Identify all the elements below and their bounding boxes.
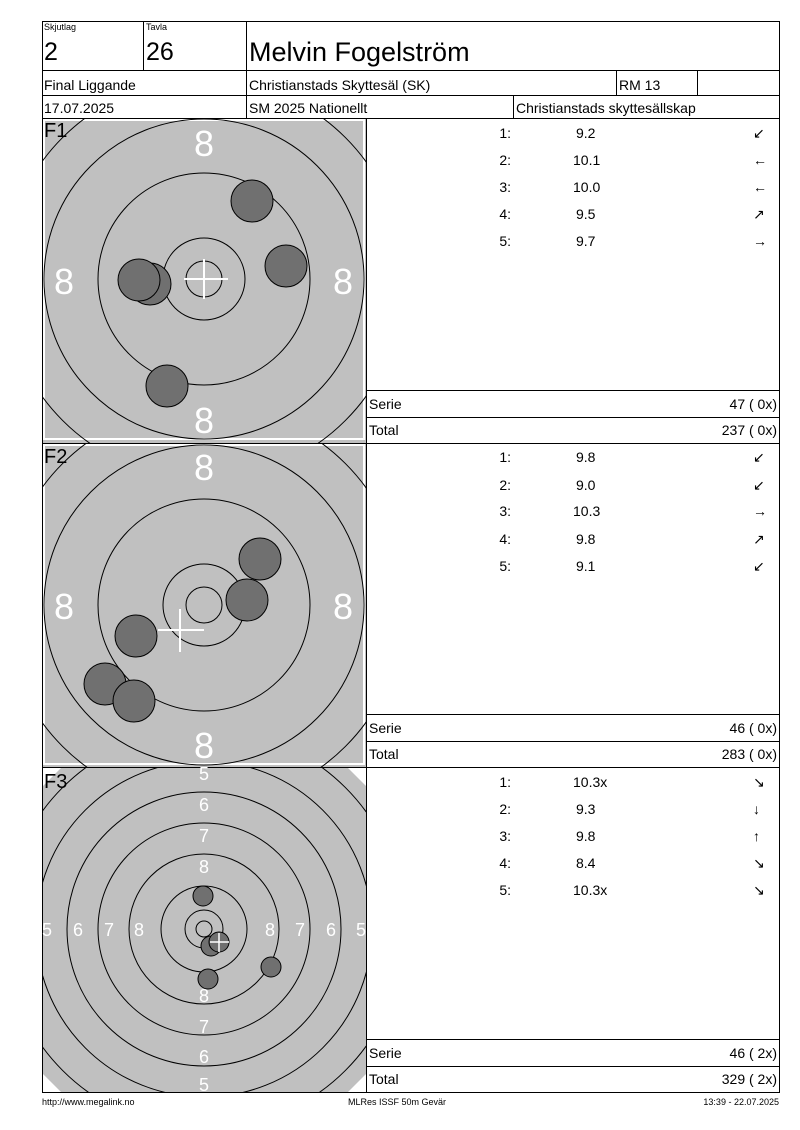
event-name: Final Liggande xyxy=(44,77,136,93)
serie-label: Serie xyxy=(369,396,402,412)
serie-label: Serie xyxy=(369,720,402,736)
direction-arrow-icon: ↘ xyxy=(753,855,765,871)
footer-timestamp: 13:39 - 22.07.2025 xyxy=(703,1097,779,1107)
ring-number: 6 xyxy=(325,920,337,940)
direction-arrow-icon: ↘ xyxy=(753,774,765,790)
organizer-name: Christianstads skyttesällskap xyxy=(516,100,696,116)
ring-number: 8 xyxy=(133,920,145,940)
rank-field: RM 13 xyxy=(619,77,661,93)
total-label: Total xyxy=(369,1071,399,1087)
ring-number: 6 xyxy=(72,920,84,940)
footer-software: MLRes ISSF 50m Gevär xyxy=(348,1097,447,1107)
direction-arrow-icon: ↙ xyxy=(753,449,765,465)
tavla-value: 26 xyxy=(146,38,174,66)
direction-arrow-icon: ↗ xyxy=(753,531,765,547)
ring-number: 5 xyxy=(355,920,367,940)
direction-arrow-icon: ↗ xyxy=(753,206,765,222)
ring-number: 7 xyxy=(198,826,210,846)
direction-arrow-icon: ↙ xyxy=(753,125,765,141)
competition-name: SM 2025 Nationellt xyxy=(249,100,368,116)
shooter-name: Melvin Fogelström xyxy=(249,37,470,67)
direction-arrow-icon: ↓ xyxy=(753,801,760,817)
direction-arrow-icon: → xyxy=(753,503,767,519)
direction-arrow-icon: ← xyxy=(753,152,767,168)
target-f3 xyxy=(41,764,367,1095)
ring-number: 7 xyxy=(198,1017,210,1037)
serie-label: Serie xyxy=(369,1045,402,1061)
ring-number: 6 xyxy=(198,795,210,815)
footer-link[interactable]: http://www.megalink.no xyxy=(42,1097,135,1107)
club-name: Christianstads Skyttesäl (SK) xyxy=(249,77,431,93)
ring-number: 8 xyxy=(53,586,75,627)
direction-arrow-icon: → xyxy=(753,233,767,249)
total-value: 329 ( 2x) xyxy=(721,1071,777,1087)
series-label-f2: F2 xyxy=(44,446,68,468)
ring-number: 8 xyxy=(264,920,276,940)
serie-value: 47 ( 0x) xyxy=(729,396,777,412)
ring-number: 8 xyxy=(193,447,215,488)
direction-arrow-icon: ← xyxy=(753,179,767,195)
ring-number: 6 xyxy=(198,1047,210,1067)
target-f2 xyxy=(43,444,366,767)
serie-value: 46 ( 0x) xyxy=(729,720,777,736)
direction-arrow-icon: ↑ xyxy=(753,828,760,844)
direction-arrow-icon: ↘ xyxy=(753,882,765,898)
ring-number: 5 xyxy=(198,1075,210,1095)
serie-value: 46 ( 2x) xyxy=(729,1045,777,1061)
date-field: 17.07.2025 xyxy=(44,100,115,116)
ring-number: 8 xyxy=(332,261,354,302)
ring-number: 8 xyxy=(53,261,75,302)
ring-number: 8 xyxy=(198,986,210,1006)
skjutlag-label: Skjutlag xyxy=(44,22,77,32)
ring-number: 7 xyxy=(103,920,115,940)
ring-number: 8 xyxy=(198,857,210,877)
total-value: 237 ( 0x) xyxy=(721,422,777,438)
total-label: Total xyxy=(369,746,399,762)
ring-number: 8 xyxy=(332,586,354,627)
ring-number: 8 xyxy=(193,400,215,441)
direction-arrow-icon: ↙ xyxy=(753,558,765,574)
tavla-label: Tavla xyxy=(146,22,168,32)
target-f1 xyxy=(43,119,366,443)
series-label-f3: F3 xyxy=(44,771,68,793)
ring-number: 8 xyxy=(193,725,215,766)
series-label-f1: F1 xyxy=(44,120,68,142)
skjutlag-value: 2 xyxy=(44,38,58,66)
total-label: Total xyxy=(369,422,399,438)
ring-number: 7 xyxy=(294,920,306,940)
ring-number: 8 xyxy=(193,123,215,164)
ring-number: 5 xyxy=(41,920,53,940)
total-value: 283 ( 0x) xyxy=(721,746,777,762)
ring-number: 5 xyxy=(198,764,210,784)
direction-arrow-icon: ↙ xyxy=(753,477,765,493)
